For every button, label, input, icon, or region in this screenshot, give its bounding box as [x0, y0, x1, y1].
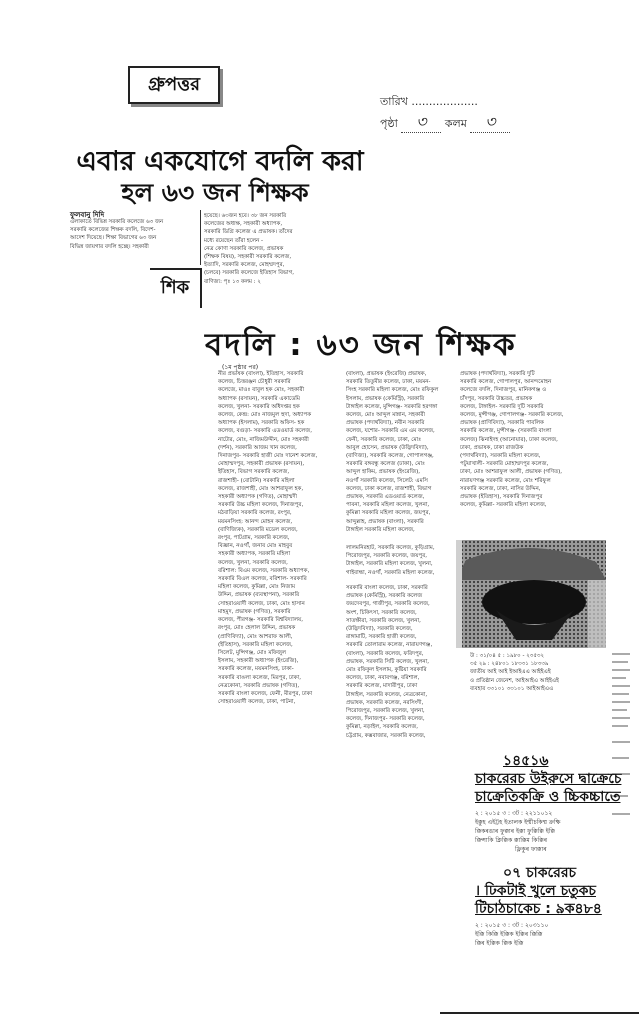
column-line: বিজ্ঞান, নওগাঁ, জনাব মোঃ মাহবুব [218, 543, 293, 550]
column-line: লালমনিরহাট, সরকারি কলেজ, কুড়িগ্রাম, [346, 545, 435, 551]
stamp-column-label: কলম [444, 117, 467, 130]
continued-note: (১ম পৃষ্ঠার পর) [222, 364, 259, 371]
column-line: সরকারি উচ্চ মহিলা কলেজ, দিনাজপুর, [218, 502, 304, 509]
column-line: কলেজ, টাঙ্গাইল- সরকারি দুটি সরকারি [460, 403, 544, 410]
column-line: চট্টগ্রাম, কক্সবাজার, সরকারি কলেজ, [346, 732, 426, 739]
column-line: অংশ, চিকিৎসা, সরকারি কলেজ, [346, 609, 417, 616]
column-line: প্রভাষক (পদার্থবিদ্যা), সরকারি দুটি [460, 371, 535, 377]
stamp-page-row [380, 112, 560, 132]
column-line: ইসলাম, প্রভাষক (কেমিস্ট্রি), সরকারি [346, 395, 425, 402]
block-heading-4: ০৭ চাকরেরচ [503, 865, 577, 881]
column-line: সরকারি কলেজ, মাদারীপুর, ঢাকা [346, 683, 418, 690]
headline-line-1: এবার একযোগে বদলি করা [76, 146, 364, 177]
column-line: ঢাকা, প্রভাষক, ঢাকা রাজউক [460, 444, 524, 451]
column-line: প্রভাষক, সরকারি সিটি কলেজ, খুলনা, [346, 658, 430, 665]
column-line: নওগাঁ সরকারি কলেজ, সিলেট: এমসি [346, 477, 428, 484]
column-line: (বাণিজ্যিক), সরকারি মডেল কলেজ, [218, 526, 298, 533]
column-line: সরকারি কলেজ, মুন্সীগঞ্জ- (সরকারি বাংলা [460, 428, 552, 435]
column-line: (উদ্ভিদবিদ্যা), সরকারি কলেজ, [346, 626, 413, 633]
column-line: সরকারি বাংলা কলেজ, ফেনী, মীরপুর, ঢাকা [218, 690, 313, 697]
edge-lines-graphic [610, 646, 632, 836]
article-column-2 [346, 370, 454, 538]
column-line: নীর প্রভাষক (বাংলা), ইতিহাস, সরকারি [218, 371, 304, 377]
block-small-4: ক্কিন্সাকি ক্লিক্কিক ক্কাক্কিম কিক্কিৰ [475, 837, 548, 844]
column-line: আব্দুল হাকিম, প্রভাষক (ইংরেজি), [346, 469, 421, 476]
column-divider [200, 210, 201, 265]
column-line: উদ্দিন, প্রভাষক (ব্যবস্থাপনা), সরকারি [218, 592, 300, 599]
column-line: পিরোজপুর, সরকারি কলেজ, খুলনা, [346, 708, 425, 715]
column-line: বরিশাল: বিএম কলেজ, সরকারি অধ্যাপক, [218, 567, 310, 574]
caption-line: জাতীয় আই আই ইআইএএ আইইএই [470, 669, 551, 676]
column-line: ইতিহাস, বিভাগ সরকারি কলেজ, [218, 469, 290, 476]
column-line: কলেজ, মোঃ আব্দুল মান্নান, সহকারী [346, 412, 425, 419]
column-line: পিরোজপুর, সরকারি কলেজ, জয়পুর, [346, 553, 428, 560]
column-line: সরকারি কলেজ, ময়মনসিংহ, ঢাকা- [218, 666, 294, 673]
column-line: নেত্রকোনা, সরকারি প্রভাষক (গণিত), [218, 682, 300, 689]
intro2-text [204, 212, 352, 328]
column-line: পটুয়াখালী- সরকারি মোহাম্মদপুর কলেজ, [460, 461, 549, 468]
column-line: টাঙ্গাইল, সরকারি কলেজ, নেত্রকোনা, [346, 691, 428, 698]
headline-2: বদলি : ৬৩ জন শিক্ষক [205, 327, 517, 363]
column-line: কুমিল্লা সরকারি মহিলা কলেজ, জয়পুর, [346, 510, 431, 517]
column-line: কলেজে, মাওঃ বাবুল হক মোঃ, সহকারী [218, 387, 305, 394]
block-heading-6: টিচাঠচাকেচ : ৯ক৪৮৪ [475, 901, 602, 917]
column-line: (বাংলা), সরকারি কলেজ, ফরিদপুর, [346, 650, 424, 657]
column-line: ময়মনসিংহ: আনন্দ মোহন কলেজ, [218, 518, 293, 525]
column-line: সরকারি তোলারাম কলেজ, নারায়ণগঞ্জ, [346, 642, 433, 649]
intro2-line: (শিক্ষক বিষয়), সহকারী সরকারি কলেজ, [204, 254, 292, 261]
column-line: অধ্যাপক (ইসলাম), সরকারি অফিস- হক [218, 420, 305, 427]
column-line: প্রভাষক (পদার্থবিদ্যা), নবীন সরকারি [346, 420, 425, 427]
column-line: (ইতিহাস), সরকারি মহিলা কলেজ, [218, 641, 293, 648]
column-line: কলেজ, দিনাজপুর- সরকারি কলেজ, [346, 716, 425, 723]
intro2-line: মধ্যে রয়েছেন তাঁরা হলেন - [204, 237, 264, 244]
clipping-label-box: গ্রুপত্তর [128, 66, 220, 104]
column-line: সোহরাওয়ার্দী কলেজ, ঢাকা, মোঃ হাসান [218, 600, 305, 607]
news-photo [456, 540, 606, 648]
torn-edge-text [610, 646, 632, 836]
column-line: সহকারী অধ্যাপক (গণিত), মোহাম্মদী [218, 494, 298, 501]
intro2-line: কলেজের অধ্যক্ষ, সহকারী অধ্যাপক, [204, 221, 283, 228]
caption-line: উ : ৩১/০৪ ৫ : ১৯৮০ - ২৩৫৩২ [470, 653, 545, 659]
column-line: প্রভাষক (কেমিস্ট্রি), সরকারি কলেজ [346, 593, 423, 600]
column-line: প্রভাষক (প্রাণিবিদ্যা), সরকারি পাবলিক [460, 420, 544, 427]
stamp-column-value: ৩ [470, 112, 510, 133]
column-line: কলেজ, যশোর- সরকারি এম এম কলেজ, [346, 428, 435, 435]
column-line: (দর্শন), সরকারি আজম খান কলেজ, [218, 444, 297, 451]
photo-caption [470, 652, 620, 693]
article-column-2b [346, 544, 454, 580]
column-line: কলেজ, খুলনা, সরকারি কলেজ, [218, 559, 288, 566]
column-line: কুমিল্লা, নড়াইল, সরকারি কলেজ, [346, 724, 419, 731]
clipping-stamp [380, 92, 560, 142]
column-line: মোহাম্মদপুর, সহকারী প্রভাষক (রসায়ন), [218, 461, 305, 468]
column-line: চাঁদপুর, সরকারি উচ্চতর, প্রভাষক [460, 395, 533, 402]
block-small-3: ক্কিকৰঙাৰ ফুক্কাৰ ইক্কা ফুক্কিক্কি ইক্কি [475, 828, 555, 835]
column-line: টাঙ্গাইল সরকারি মহিলা কলেজ, [346, 526, 415, 533]
caption-line: ও প্রতিষ্ঠান জেনেশ, আইআইএ আইইএই [470, 677, 559, 684]
column-line: নাটোর, মোঃ, নাজিমউদ্দীন, মোঃ সহকারী [218, 436, 309, 443]
stamp-date-dots: ................... [411, 95, 478, 108]
column-line: সরকারি বাঙলা কলেজ, মিরপুর, ঢাকা, [218, 674, 301, 681]
column-line: আব্দুল্লাহ, প্রভাষক (বাংলা), সরকারি [346, 518, 424, 525]
intro2-line: নেত্র কোণা সরকারি কলেজ, প্রভাষক [204, 245, 284, 252]
block-small-2: ইক্কুহ এইট্টহ ইতালক ইৰ্ম্মীচকিম্ম ক্ৰক্ষি [475, 819, 561, 826]
column-line: কলেজে বদলি, দিনাজপুর, মানিকগঞ্জ ও [460, 387, 547, 394]
headline-fragment: শিক [150, 268, 202, 308]
column-line: মাহমুদ, প্রভাষক (গণিত), সরকারি [218, 608, 291, 615]
block-heading-1: ১৪৫১৬ [503, 753, 549, 769]
column-line: কলেজ, মুন্সীগঞ্জ, গোপালগঞ্জ- সরকারি কলেজ, [460, 412, 564, 419]
column-line: মঠবাড়িয়া সরকারি কলেজ, রংপুর, [218, 510, 292, 517]
caption-line: ব্যবহার ৩৩১০১ ৩৩১০১ আইআইএএ [470, 685, 554, 692]
column-line: সিলেট, মুন্সিগঞ্জ, মোঃ মফিজুল [218, 649, 286, 656]
headline-line-2: হল ৬৩ জন শিক্ষক [121, 178, 309, 207]
column-line: টাঙ্গাইল কলেজ, মুন্সিগঞ্জ- সরকারি হরগঙ্গা [346, 403, 438, 410]
stamp-date-label: তারিখ [380, 95, 408, 108]
column-line: টাঙ্গাইল, সরকারি মহিলা কলেজ, খুলনা, [346, 561, 433, 568]
block-small-6: ২ : ২০১৫ ৩ : ৩ট : ২০৩১১০ [475, 922, 549, 929]
column-line: সরকারি বঙ্গবন্ধু কলেজ (ঢাকা), মোঃ [346, 461, 425, 468]
column-line: রংপুর, মোঃ হেলাল উদ্দিন, প্রভাষক [218, 625, 296, 632]
column-line: কলেজ, রাজশাহী, মোঃ আশরাফুল হক, [218, 485, 304, 492]
column-line: সহকারী অধ্যাপক, সরকারি মহিলা [218, 551, 291, 558]
intro2-line: (চলবে) সরকারি কলেজে ইতিহাস বিভাগ, [204, 270, 294, 277]
column-line: রাঙ্গামাটি, সরকারি হাজী কলেজ, [346, 634, 417, 641]
column-line: সরকারি বিএল কলেজ, বরিশাল- সরকারি [218, 576, 307, 583]
column-line: সরকারি কলেজ, গোপালপুর, আনন্দমোহন [460, 379, 552, 386]
column-line: প্রভাষক, সরকারি এডওয়ার্ড কলেজ, [346, 494, 425, 501]
column-line: (বাংলা), প্রভাষক (ইংরেজি) প্রভাষক, [346, 371, 427, 377]
column-line: কলেজ) ঝিনাইদহ (আনোয়ার), ঢাকা কলেজ, [460, 436, 558, 443]
cut-rule [440, 1012, 639, 1014]
column-line: কলেজ, কুমিল্লা- সরকারি মহিলা কলেজ, [460, 502, 547, 509]
block-heading-5: । ঢিকটাই খুলে চতুকচ [475, 883, 596, 899]
column-line: সিংহ সরকারি মহিলা কলেজ, মোঃ রফিকুল [346, 387, 439, 394]
column-line: মহিলা কলেজ, কুমিল্লা, মোঃ নিজাম [218, 584, 295, 591]
column-line: কলেজ, কেন্দ্র: মোঃ নাজমুল হুদা, অধ্যাপক [218, 412, 312, 419]
column-line: জয়দেবপুর, গাজীপুর, সরকারি কলেজ, [346, 601, 430, 608]
column-line: অধ্যাপক (রসায়ন), সরকারি একাডেমি [218, 395, 300, 402]
block-small-1: ২ : ২০১৫ ৩ : ৩ট : ২২১১০১২ [475, 810, 553, 817]
column-line: সাতক্ষীরা, সরকারি কলেজ, খুলনা, [346, 617, 421, 624]
column-line: মোঃ রফিকুল ইসলাম, কুষ্টিয়া সরকারি [346, 667, 427, 674]
column-line: ফেনী, সরকারি কলেজ, ঢাকা, মোঃ [346, 436, 422, 443]
right-lower-block [475, 752, 622, 948]
stamp-page-label: পৃষ্ঠা [380, 117, 398, 130]
column-line: কলেজ, বগুড়া- সরকারি এডওয়ার্ড কলেজ, [218, 428, 312, 435]
photo-image [456, 540, 606, 648]
column-line: সোহরাওয়ার্দী কলেজ, ঢাকা, পাটনা, [218, 699, 296, 706]
column-line: কলেজ, চিত্তরঞ্জন চৌধুরী সরকারি [218, 379, 291, 386]
column-line: আবুল হোসেন, প্রভাষক (উদ্ভিদবিদ্যা), [346, 444, 429, 451]
intro-line: সরকারি কলেজের শিক্ষক বদলি, বিদেশ- [70, 227, 156, 234]
caption-line: ৩৫ ২৯ : ২৪৮০১ ১৮৩৩১ ১৮৩৩৯ [470, 661, 549, 668]
column-line: ঢাকা, মোঃ আশরাফুল আলী, প্রভাষক (গণিত), [460, 469, 563, 476]
column-line: প্রভাষক (ইতিহাস), সরকারি দিনাজপুর [460, 494, 543, 501]
intro-line: বিভিন্ন জায়গার বদলি হচ্ছে। সহকারী [70, 243, 149, 250]
block-small-7: ইক্কি কিক্কি ইক্কিক ইক্কিৰ ক্কিক্কি [475, 931, 543, 938]
intro-line: আদেশ দিয়েছে। শিক্ষা বিভাগের ৬৩ জন [70, 235, 157, 242]
column-line: (বাণিজ্য), সরকারি কলেজ, গোপালগঞ্জ, [346, 453, 434, 460]
block-heading-3: চাক্রেতিকক্রি ও চ্চিকচ্চাতে [475, 789, 621, 805]
stamp-page-value: ৩ [401, 112, 441, 133]
intro2-line: সরকারি ডিগ্রি কলেজ এ প্রভাষক। তাঁদের [204, 229, 293, 236]
column-line: (প্রাণিবিদ্যা), মোঃ আশরাফ আলী, [218, 633, 293, 640]
article-column-1 [218, 370, 338, 782]
column-line: কলেজ, খুলনা- সরকারি অধিদপ্তর হক [218, 403, 300, 410]
block-small-8: ক্কিৰ ইক্কিক ক্কিক ইক্কি [475, 940, 524, 947]
article-column-3 [460, 370, 608, 540]
column-line: ইসলাম, সহকারী অধ্যাপক (ইংরেজি), [218, 658, 299, 665]
intro2-line: ইত্যাদি, সরকারি কলেজ, মোহম্মদপুর, [204, 262, 285, 269]
column-line: কলেজ, পীরগঞ্জ- সরকারি বিশ্ববিদ্যালয়, [218, 617, 303, 624]
block-small-5: ফ্লিকুৰ ফাক্কাৰ [515, 846, 547, 853]
block-heading-2: চাকরেরচ উইরুসে দ্বাক্রেচে [475, 771, 622, 787]
column-line: প্রভাষক, সরকারি কলেজ, নরসিংদী, [346, 699, 424, 706]
intro-line: এলাকাতে বিভিন্ন সরকারি কলেজে ৬৩ জন [70, 219, 164, 225]
column-line: কলেজ, ঢাকা কলেজ, রাজশাহী, বিভাগ [346, 485, 432, 492]
column-line: দিনাজপুর- সরকারি হাজী মোঃ দানেশ কলেজ, [218, 453, 318, 460]
stamp-date-row [380, 92, 560, 112]
column-line: সরকারি তিতুমীর কলেজ, ঢাকা, ময়মন- [346, 379, 431, 386]
column-line: রাজশাহী- (বোটানি) সরকারি মহিলা [218, 477, 295, 484]
column-line: নারায়ণগঞ্জ সরকারি কলেজ, মোঃ শরিফুল [460, 477, 551, 484]
intro2-line: বাণিজ্য: পৃঃ ১৩ কলম : ২ [204, 278, 261, 285]
column-line: সরকারি বাংলা কলেজ, ঢাকা, সরকারি [346, 585, 428, 591]
column-line: পাবনা, সরকারি মহিলা কলেজ, খুলনা, [346, 502, 430, 509]
column-line: সরকারি কলেজ, ঢাকা, নাসির উদ্দিন, [460, 485, 541, 492]
column-line: (পদার্থবিদ্যা), সরকারি মহিলা কলেজ, [460, 453, 541, 460]
column-line: গাইবান্ধা, নওগাঁ, সরকারি মহিলা কলেজ, [346, 569, 435, 576]
intro-text [70, 218, 198, 266]
intro2-line: হয়েছে। ৬৩জন হবে। ৩৮ জন সরকারি [204, 213, 287, 219]
column-line: কলেজ, ঢাকা, নবাবগঞ্জ, বরিশাল, [346, 675, 420, 682]
column-line: রংপুর, পাটগ্রাম, সরকারি কলেজ, [218, 535, 290, 542]
article-column-2-cont [346, 584, 454, 782]
byline: ফুলবানু দিদি [70, 211, 105, 219]
